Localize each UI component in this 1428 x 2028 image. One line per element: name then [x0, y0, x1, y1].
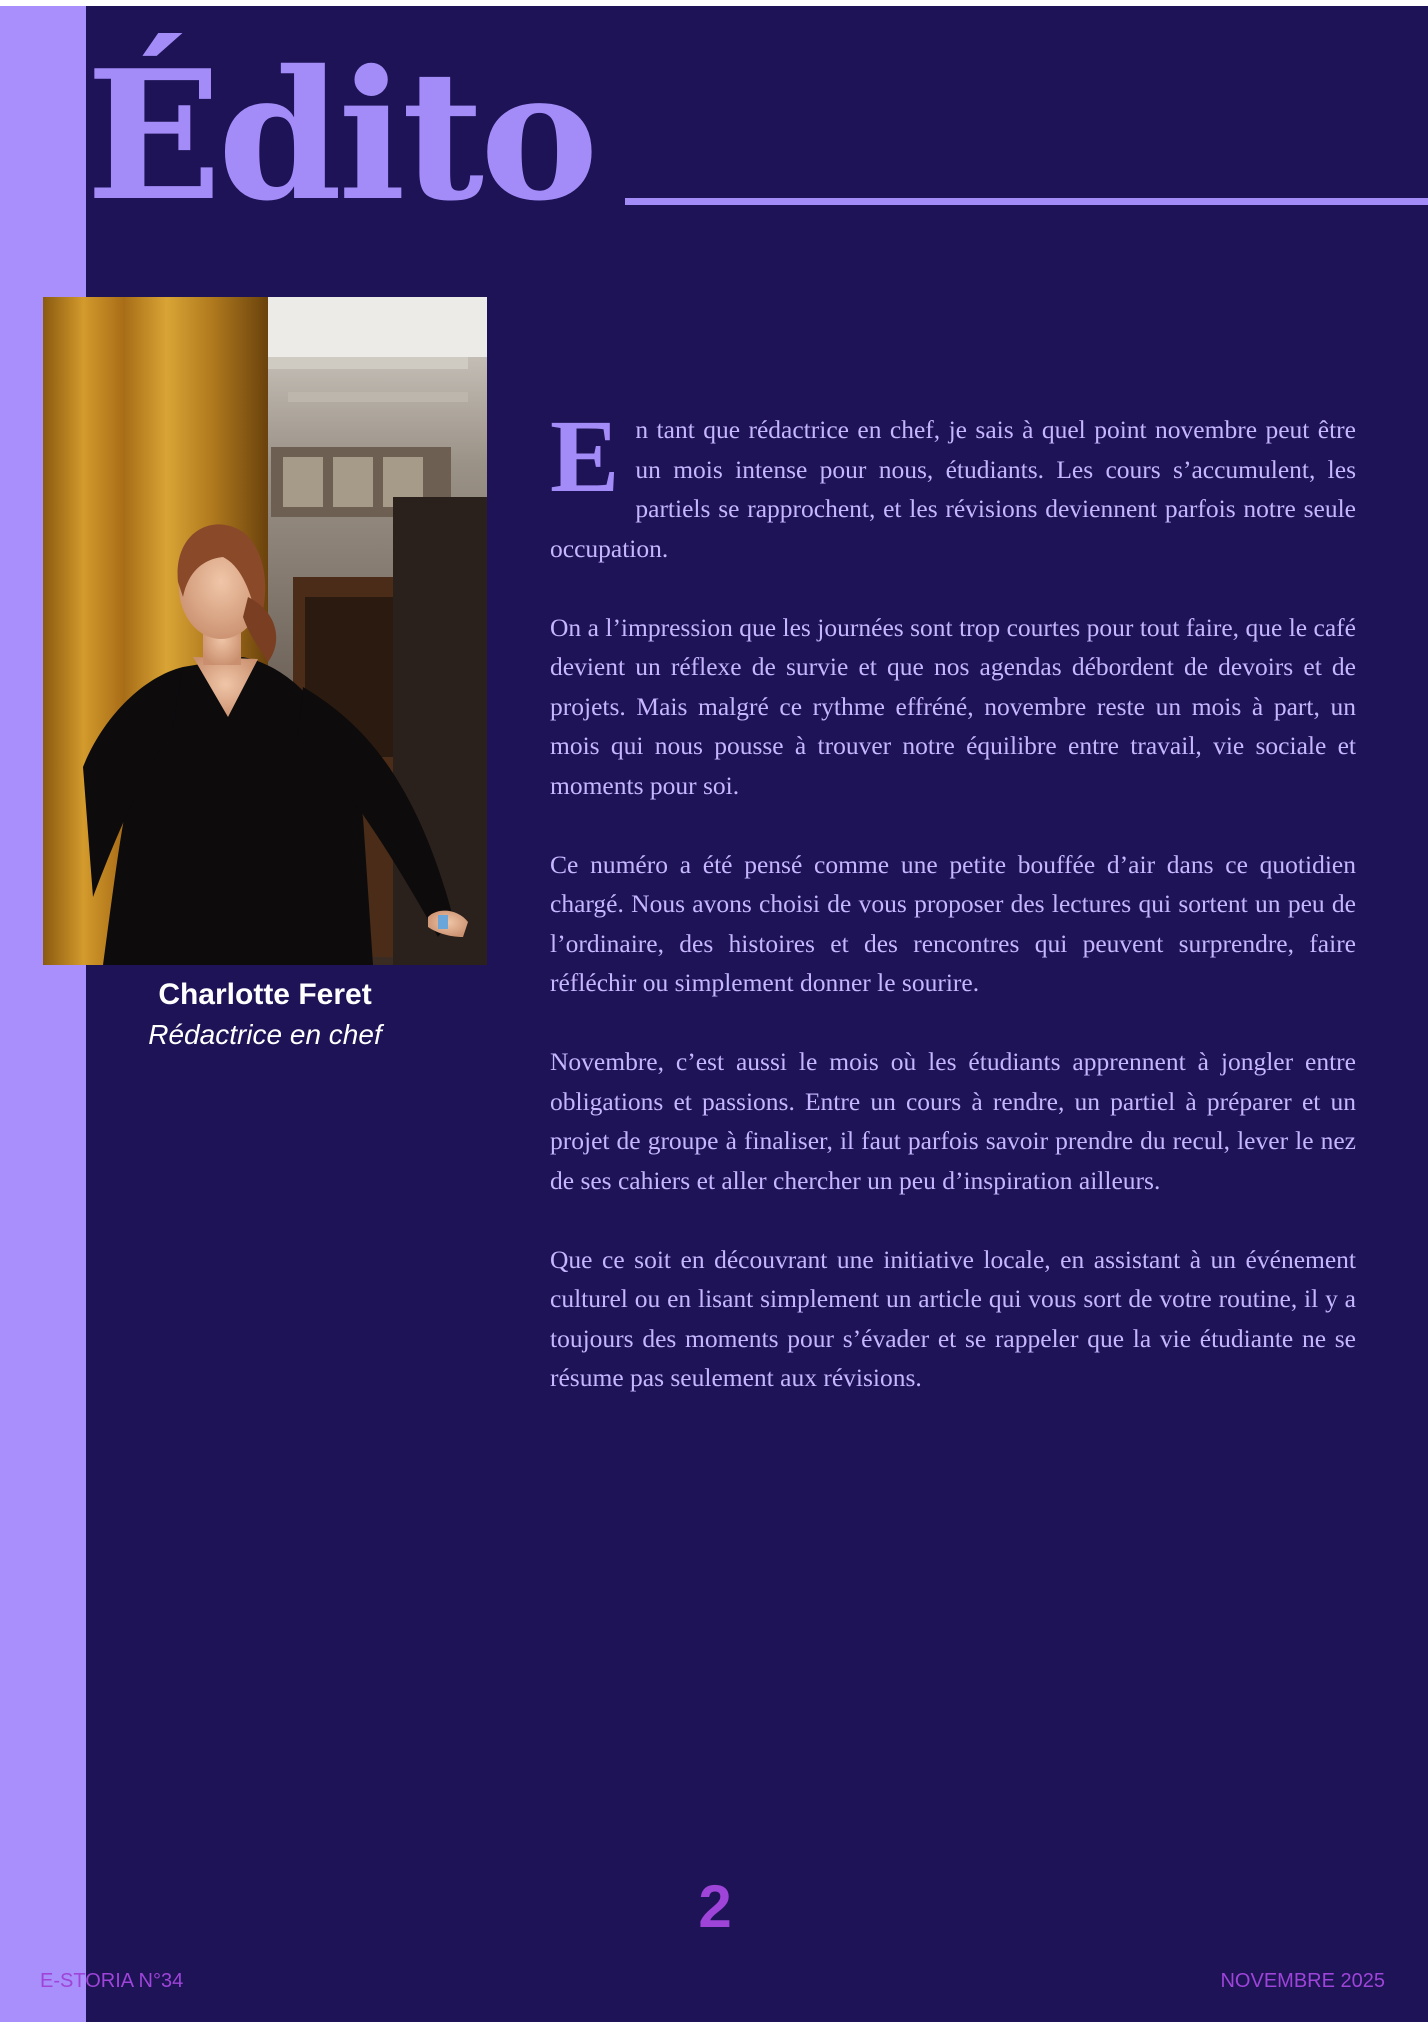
issue-label: E-STORIA N°34	[40, 1970, 184, 1992]
drop-cap: E	[550, 399, 620, 514]
paragraph-4: Novembre, c’est aussi le mois où les étudiants apprennent à jongler entre obligations et passions. Entre un cours à rendre, un partiel à préparer et un projet de groupe à finaliser, il faut parfois savoir prendre du recul, lever le nez de ses cahiers et aller chercher un peu d’inspiration ailleurs.	[550, 1047, 1356, 1195]
editorial-text	[550, 399, 1356, 1437]
page-title: Édito	[86, 31, 595, 240]
author-photo	[43, 297, 487, 965]
page-number: 2	[698, 1873, 732, 1940]
paragraph-5: Que ce soit en découvrant une initiative locale, en assistant à un événement culturel ou en lisant simplement un article qui vous sort de votre routine, il y a toujours des moments pour s’évader et se rappeler que la vie étudiante ne se résume pas seulement aux révisions.	[550, 1244, 1356, 1392]
magazine-page	[0, 6, 1428, 2022]
issue-date: NOVEMBRE 2025	[1220, 1970, 1385, 1992]
paragraph-text: n tant que rédactrice en chef, je sais à quel point novembre peut être un mois intense pour nous, étudiants. Les cours s’accumulent, les partiels se rapprochent, et les révisions deviennent parfois notre seule occupation.	[550, 415, 1356, 563]
author-role: Rédactrice en chef	[148, 1019, 382, 1050]
author-name: Charlotte Feret	[158, 978, 372, 1011]
paragraph-1	[550, 399, 1356, 568]
paragraph-3: Ce numéro a été pensé comme une petite bouffée d’air dans ce quotidien chargé. Nous avons choisi de vous proposer des lectures qui sortent un peu de l’ordinaire, des histoires et des rencontres qui peuvent surprendre, faire réfléchir ou simplement donner le sourire.	[550, 849, 1356, 997]
paragraph-2: On a l’impression que les journées sont trop courtes pour tout faire, que le café devient un réflexe de survie et que nos agendas débordent de devoirs et de projets. Mais malgré ce rythme effréné, novembre reste un mois à part, un mois qui nous pousse à trouver notre équilibre entre travail, vie sociale et moments pour soi.	[550, 612, 1356, 800]
title-rule	[625, 198, 1428, 205]
